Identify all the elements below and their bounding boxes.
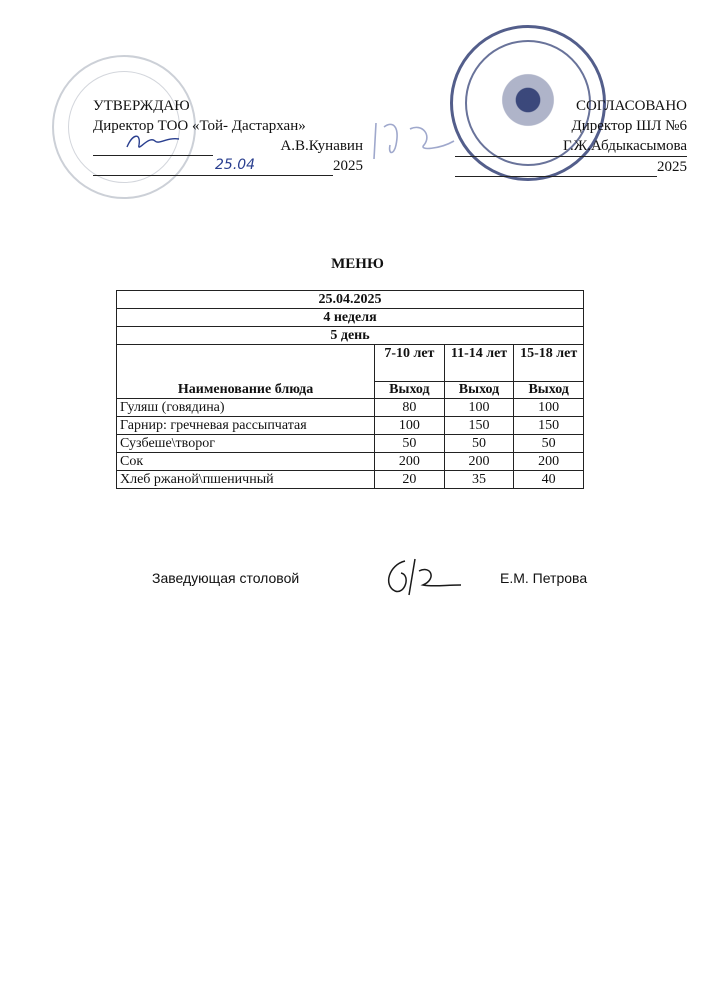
output-header: Выход [514, 382, 584, 399]
signature-icon [370, 115, 460, 165]
dish-name: Сок [117, 453, 375, 471]
signature-icon [375, 555, 465, 600]
approval-year-right: 2025 [657, 159, 687, 175]
age-group-header: 15-18 лет [514, 345, 584, 382]
dish-name: Сузбеше\творог [117, 435, 375, 453]
age-group-header: 11-14 лет [444, 345, 514, 382]
approver-name-right [455, 136, 687, 157]
approval-heading-left: УТВЕРЖДАЮ [93, 98, 190, 114]
menu-table [116, 290, 584, 489]
portion-value: 200 [514, 453, 584, 471]
age-group-header: 7-10 лет [375, 345, 445, 382]
signature-icon [123, 129, 183, 155]
portion-value: 50 [375, 435, 445, 453]
page-title: МЕНЮ [331, 256, 384, 272]
handwritten-date: 25.04 [215, 157, 256, 173]
menu-day: 5 день [117, 327, 584, 345]
table-row [117, 453, 584, 471]
date-blank-right [455, 158, 657, 177]
menu-date: 25.04.2025 [117, 291, 584, 309]
date-line-right [455, 157, 687, 177]
portion-value: 80 [375, 399, 445, 417]
dish-name-header: Наименование блюда [117, 345, 375, 399]
table-row [117, 435, 584, 453]
table-row [117, 417, 584, 435]
approver-name-right-text: Г.Ж.Абдыкасымова [563, 138, 687, 154]
signature-line-left [93, 136, 363, 156]
portion-value: 150 [444, 417, 514, 435]
portion-value: 20 [375, 471, 445, 489]
approver-name-left: А.В.Кунавин [280, 138, 363, 154]
approval-position-left: Директор ТОО «Той- Дастархан» [93, 118, 306, 134]
date-blank-left [93, 157, 333, 176]
table-row [117, 399, 584, 417]
table-row [117, 471, 584, 489]
output-header: Выход [375, 382, 445, 399]
portion-value: 100 [514, 399, 584, 417]
portion-value: 50 [514, 435, 584, 453]
footer-name: Е.М. Петрова [500, 570, 588, 586]
dish-name: Гарнир: гречневая рассыпчатая [117, 417, 375, 435]
portion-value: 100 [444, 399, 514, 417]
approval-block-right [455, 96, 687, 177]
approval-heading-right: СОГЛАСОВАНО [575, 98, 687, 114]
approval-position-right: Директор ШЛ №6 [571, 118, 687, 134]
portion-value: 200 [375, 453, 445, 471]
portion-value: 150 [514, 417, 584, 435]
approval-year-left: 2025 [333, 158, 363, 174]
approval-block-left [93, 96, 363, 176]
dish-name: Хлеб ржаной\пшеничный [117, 471, 375, 489]
portion-value: 50 [444, 435, 514, 453]
dish-name: Гуляш (говядина) [117, 399, 375, 417]
signature-blank-left [93, 137, 213, 156]
output-header: Выход [444, 382, 514, 399]
portion-value: 40 [514, 471, 584, 489]
portion-value: 35 [444, 471, 514, 489]
date-line-left [93, 156, 363, 176]
portion-value: 200 [444, 453, 514, 471]
menu-week: 4 неделя [117, 309, 584, 327]
footer-role: Заведующая столовой [152, 570, 300, 586]
portion-value: 100 [375, 417, 445, 435]
